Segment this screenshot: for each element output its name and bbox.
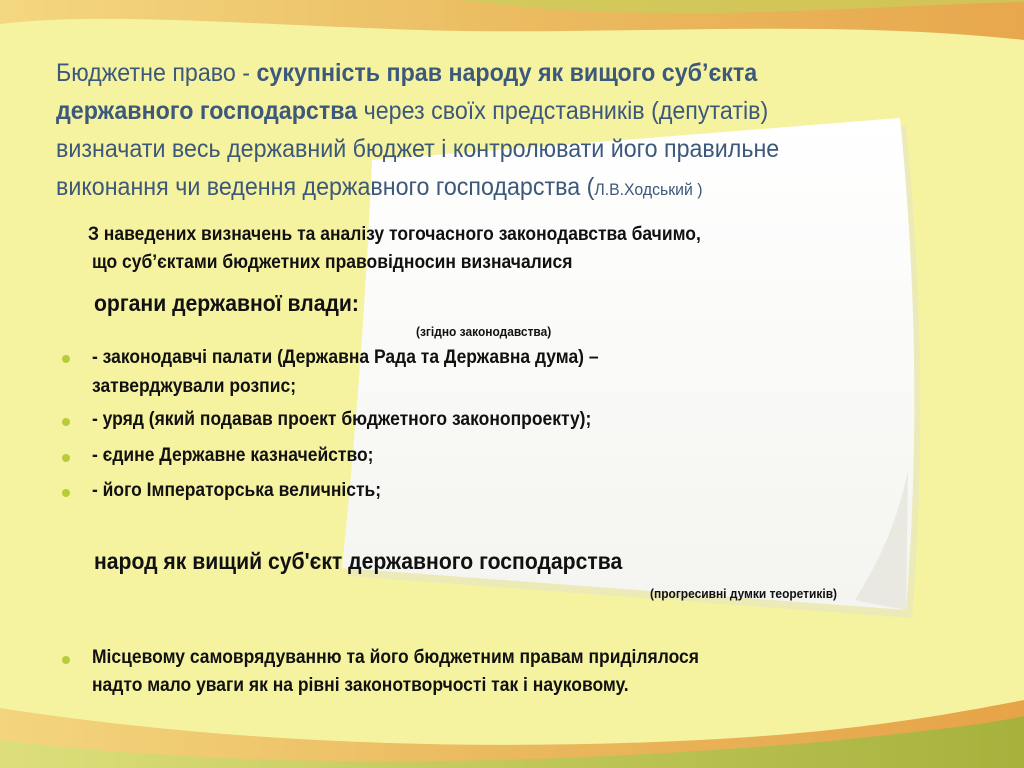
bullet-dot	[62, 355, 70, 363]
bullet-dot	[62, 489, 70, 497]
heading-people: народ як вищий суб'єкт державного господарства	[94, 548, 623, 574]
bullet-2: - уряд (який подавав проект бюджетного законопроекту);	[92, 409, 592, 430]
heading-state-bodies: органи державної влади:	[94, 290, 359, 316]
bullet-dot	[62, 454, 70, 462]
note-by-law: (згідно законодавства)	[416, 324, 552, 339]
note-progressive-thoughts: (прогресивні думки теоретиків)	[650, 586, 838, 601]
bullet-dot	[62, 418, 70, 426]
title-definition-bold-1: сукупність прав народу як вищого суб’єкта	[256, 59, 758, 87]
intro-line-2: що суб’єктами бюджетних правовідносин визначалися	[92, 252, 573, 273]
title-definition-bold-2: державного господарства	[56, 97, 358, 125]
title-term: Бюджетне право -	[56, 59, 257, 87]
bullet-dot	[62, 656, 70, 664]
intro-line-1: З наведених визначень та аналізу тогочасного законодавства бачимо,	[88, 224, 701, 245]
title-line2-rest: через своїх представників (депутатів)	[357, 97, 769, 125]
bullet-1-line-1: - законодавчі палати (Державна Рада та Державна дума) –	[92, 347, 599, 368]
title-source: Л.В.Ходський )	[594, 180, 703, 199]
bullet-3: - єдине Державне казначейство;	[92, 445, 374, 466]
final-bullet-line-1: Місцевому самоврядуванню та його бюджетним правам приділялося	[92, 647, 699, 668]
final-bullet-line-2: надто мало уваги як на рівні законотворчості так і науковому.	[92, 675, 629, 696]
bullet-4: - його Імператорська величність;	[92, 480, 382, 501]
title-line3: визначати весь державний бюджет і контролювати його правильне	[56, 135, 780, 163]
bullet-1-line-2: затверджували розпис;	[92, 376, 297, 397]
title-line4: виконання чи ведення державного господарства (	[56, 173, 595, 201]
